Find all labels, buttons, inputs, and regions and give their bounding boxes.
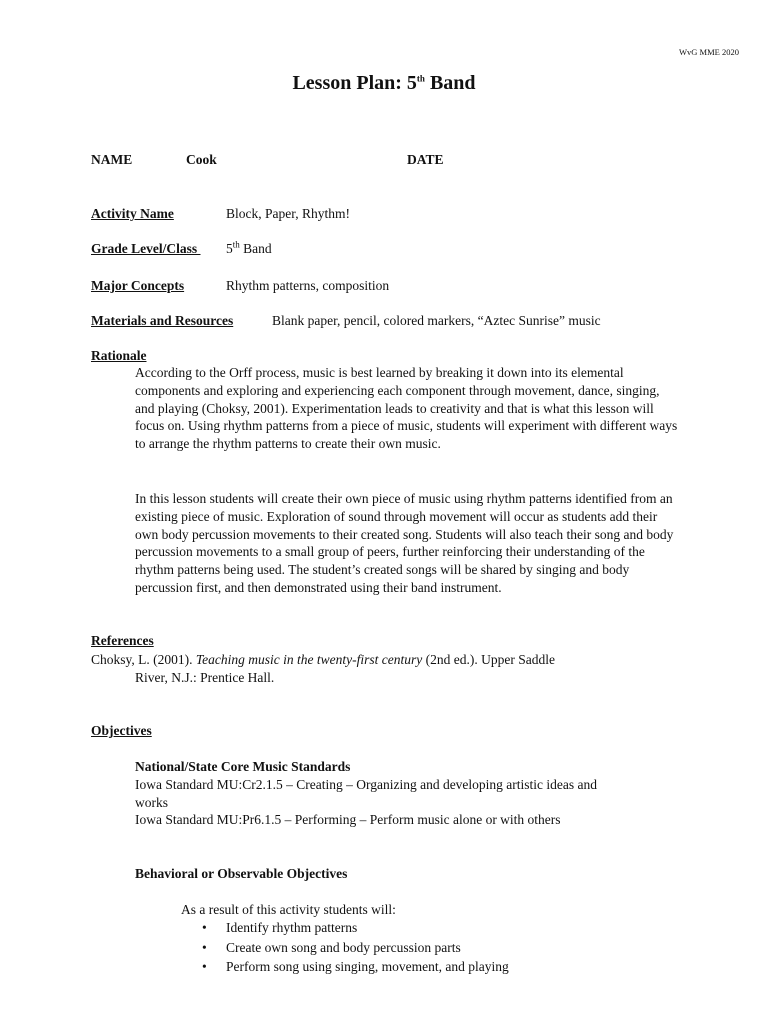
standards-heading: National/State Core Music Standards — [135, 759, 351, 774]
list-item: • Perform song using singing, movement, and playing — [200, 957, 509, 977]
reference-entry-line-1 — [91, 651, 555, 669]
objectives-heading: Objectives — [91, 723, 152, 738]
rationale-heading: Rationale — [91, 348, 147, 363]
grade-level-value — [226, 240, 272, 258]
header-tag: WvG MME 2020 — [679, 47, 739, 57]
name-label: NAME — [91, 152, 133, 167]
materials-value: Blank paper, pencil, colored markers, “Aztec Sunrise” music — [272, 313, 601, 328]
grade-level-label: Grade Level/Class — [91, 241, 201, 256]
grade-suffix: Band — [239, 241, 272, 256]
date-label: DATE — [407, 152, 444, 167]
behavioral-objectives-heading: Behavioral or Observable Objectives — [135, 866, 348, 881]
title-prefix: Lesson Plan: 5 — [292, 72, 417, 94]
references-heading: References — [91, 633, 154, 648]
activity-name-value: Block, Paper, Rhythm! — [226, 206, 350, 221]
major-concepts-label: Major Concepts — [91, 278, 185, 293]
page-title — [0, 72, 768, 95]
objectives-intro: As a result of this activity students will: — [181, 902, 396, 917]
title-suffix: Band — [424, 72, 476, 94]
reference-entry-line-2: River, N.J.: Prentice Hall. — [135, 670, 275, 685]
rationale-paragraph-2: In this lesson students will create their own piece of music using rhythm patterns identified from an existing piece of music. Exploration of sound through movement will occur as students add their own body percussion movements to their created song. Students will also teach their song and body percussion movements to a small group of peers, further reinforcing their understanding of the rhythm patterns being used. The student’s created songs will be shared by singing and body percussion first, and then demonstrated using their band instrument. — [135, 491, 674, 595]
title-superscript: th — [416, 73, 425, 84]
standard-1-line-2: works — [135, 795, 168, 810]
reference-book-title: Teaching music in the twenty-first century — [195, 652, 423, 667]
grade-superscript: th — [232, 239, 240, 250]
name-value: Cook — [186, 152, 217, 167]
list-item: • Create own song and body percussion parts — [200, 938, 509, 958]
reference-author: Choksy, L. (2001). — [91, 652, 196, 667]
major-concepts-value: Rhythm patterns, composition — [226, 278, 390, 293]
rationale-paragraph-1: According to the Orff process, music is best learned by breaking it down into its elemental components and exploring and experiencing each component through movement, dance, singing, and playing (Choksy, 2001). Experimentation leads to creativity and that is what this lesson will focus on. Using rhythm patterns from a piece of music, students will experiment with different ways to arrange the rhythm patterns to create their own music. — [135, 365, 678, 452]
activity-name-label: Activity Name — [91, 206, 174, 221]
materials-label: Materials and Resources — [91, 313, 234, 328]
list-item: • Identify rhythm patterns — [200, 918, 509, 938]
reference-edition: (2nd ed.). Upper Saddle — [422, 652, 555, 667]
standard-2: Iowa Standard MU:Pr6.1.5 – Performing – Perform music alone or with others — [135, 812, 561, 827]
standard-1-line-1: Iowa Standard MU:Cr2.1.5 – Creating – Organizing and developing artistic ideas and — [135, 777, 598, 792]
grade-number: 5 — [226, 241, 233, 256]
objectives-bullet-list — [200, 918, 509, 977]
